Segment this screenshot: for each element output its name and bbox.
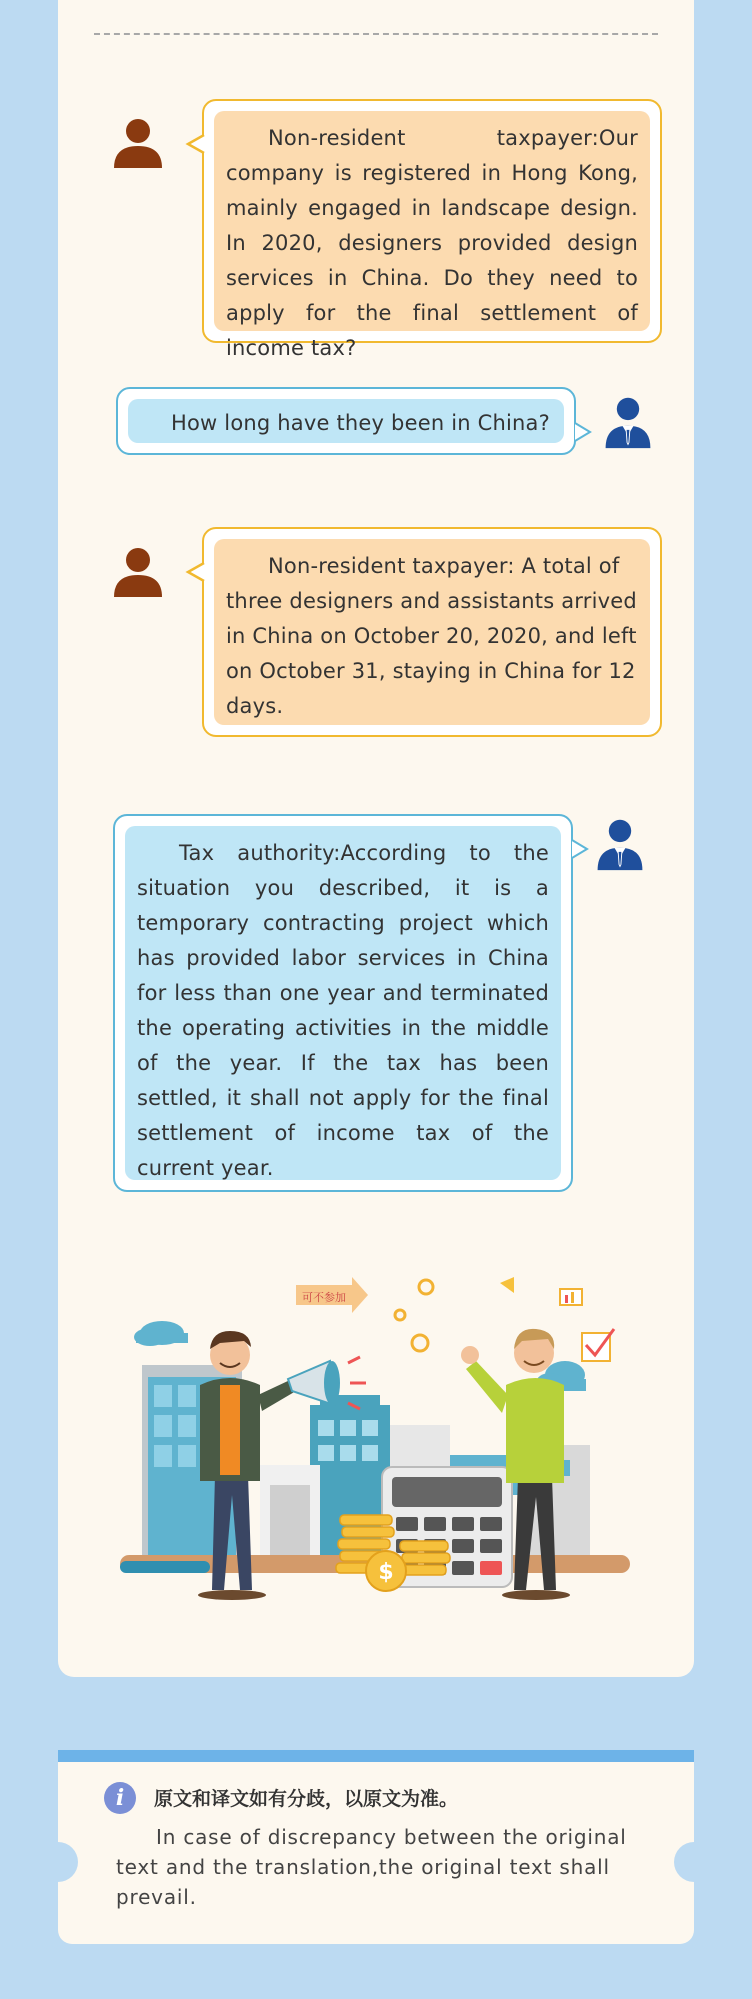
business-illustration bbox=[120, 1245, 640, 1615]
message-text-2: How long have they been in China? bbox=[171, 411, 550, 435]
businessman-icon bbox=[594, 816, 646, 872]
sign-label: 可不参加 bbox=[302, 1291, 346, 1304]
ticket-notch-right bbox=[674, 1842, 714, 1882]
person-icon bbox=[112, 545, 164, 601]
info-icon: i bbox=[104, 1782, 136, 1814]
notice-panel bbox=[58, 1750, 694, 1944]
notice-chinese-text: 原文和译文如有分歧，以原文为准。 bbox=[154, 1788, 459, 1810]
gear-icon bbox=[395, 1280, 433, 1351]
message-bubble-3 bbox=[202, 527, 662, 737]
notice-top-bar bbox=[58, 1750, 694, 1762]
arrow-sign bbox=[296, 1277, 368, 1313]
bubble-tail bbox=[573, 421, 593, 443]
bubble-tail bbox=[184, 133, 206, 155]
dollar-coin-icon bbox=[366, 1551, 406, 1591]
message-bubble-4 bbox=[113, 814, 573, 1192]
message-bubble-2 bbox=[116, 387, 576, 455]
message-bubble-1 bbox=[202, 99, 662, 360]
bubble-tail bbox=[184, 561, 206, 583]
message-text-3: Non-resident taxpayer: A total of three designers and assistants arrived in China on October 20, 2020, and left on October 31, staying in China for 12 days. bbox=[226, 554, 637, 718]
message-text-4: Tax authority:According to the situation you described, it is a temporary contracting project which has provided labor services in China for less than one year and terminated the operating activities in the middle of the year. If the tax has been settled, it shall not apply for the final settlement of income tax of the current year. bbox=[137, 841, 549, 1180]
bubble-tail bbox=[570, 838, 590, 860]
businessman-icon bbox=[602, 394, 654, 450]
person-icon bbox=[112, 116, 164, 172]
cloud-icon bbox=[134, 1321, 188, 1346]
dashed-divider bbox=[94, 33, 658, 35]
checkmark-icon bbox=[582, 1329, 614, 1361]
svg-text:$: $ bbox=[378, 1560, 394, 1585]
megaphone-small-icon bbox=[500, 1277, 514, 1293]
chart-icon bbox=[560, 1289, 582, 1305]
ticket-notch-left bbox=[38, 1842, 78, 1882]
notice-english-text: In case of discrepancy between the original text and the translation,the original text shall prevail. bbox=[116, 1825, 627, 1909]
message-text-1: Non-resident taxpayer:Our company is registered in Hong Kong, mainly engaged in landscape design. In 2020, designers provided design services in China. Do they need to apply for the final settlement of income tax? bbox=[226, 126, 638, 360]
